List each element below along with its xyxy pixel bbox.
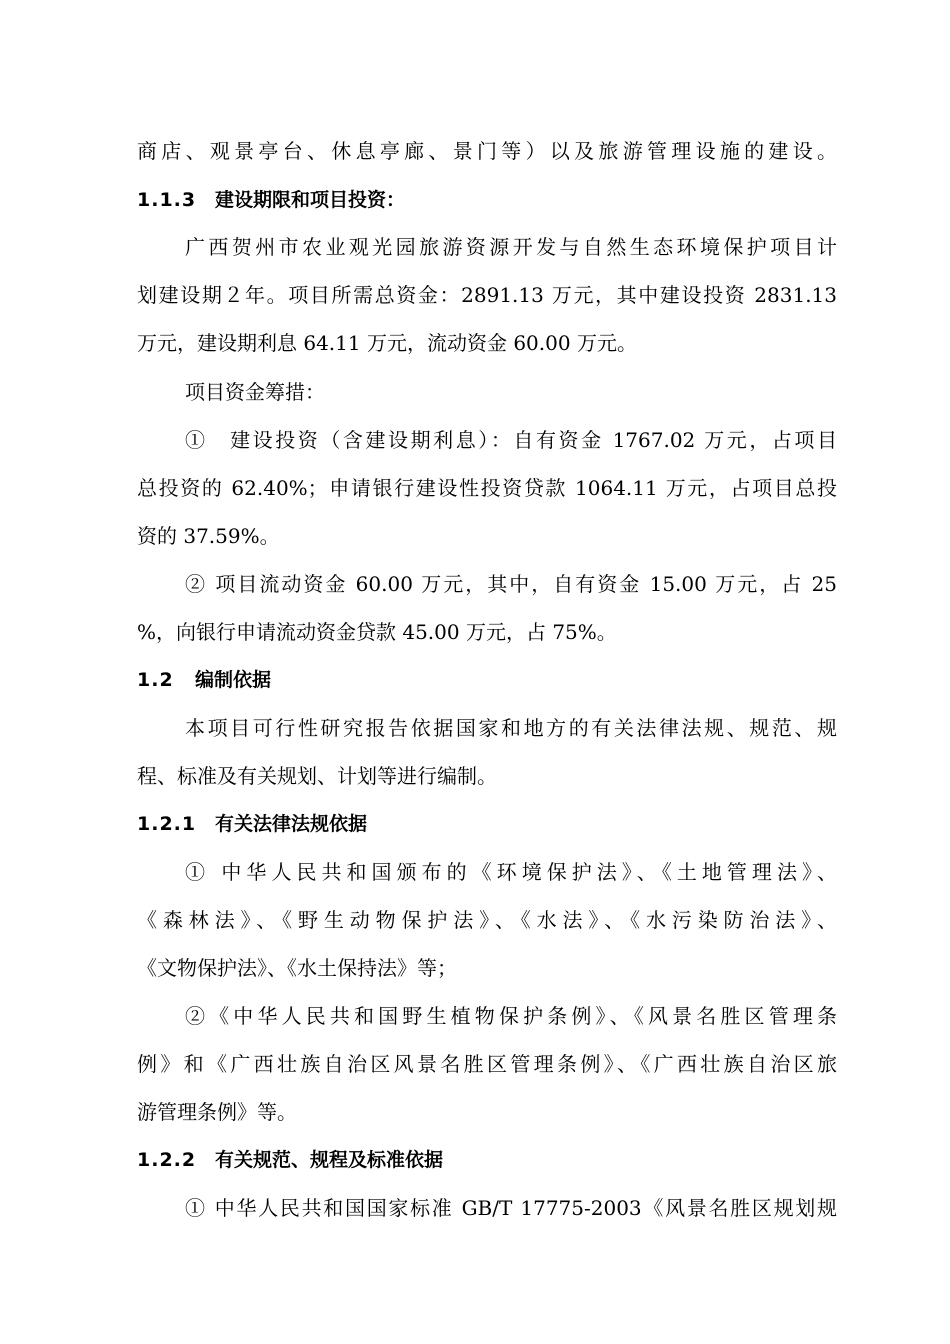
paragraph-line: ① 中华人民共和国国家标准 GB/T 17775-2003《风景名胜区规划规 xyxy=(185,1196,837,1220)
paragraph-line: 《文物保护法》、《水土保持法》等； xyxy=(137,956,457,980)
paragraph-line: 游管理条例》等。 xyxy=(137,1100,297,1124)
paragraph-line: %，向银行申请流动资金贷款 45.00 万元，占 75%。 xyxy=(137,620,617,644)
section-title: 建设期限和项目投资： xyxy=(215,189,406,211)
paragraph-line: ②《中华人民共和国野生植物保护条例》、《风景名胜区管理条 xyxy=(185,1004,837,1028)
section-number: 1.2.2 xyxy=(137,1149,197,1171)
paragraph-line: 《森林法》、《野生动物保护法》、《水法》、《水污染防治法》、 xyxy=(137,908,837,932)
section-heading-1-2-2 xyxy=(137,1146,443,1174)
paragraph-line: 资的 37.59%。 xyxy=(137,524,280,548)
section-title: 有关规范、规程及标准依据 xyxy=(215,1149,444,1171)
section-heading-1-2 xyxy=(137,666,271,694)
paragraph-line: 广西贺州市农业观光园旅游资源开发与自然生态环境保护项目计 xyxy=(185,235,837,259)
paragraph-line: 程、标准及有关规划、计划等进行编制。 xyxy=(137,764,497,788)
paragraph-line: 商店、观景亭台、休息亭廊、景门等）以及旅游管理设施的建设。 xyxy=(137,139,837,163)
paragraph-line: ② 项目流动资金 60.00 万元，其中，自有资金 15.00 万元，占 25 xyxy=(185,572,837,596)
paragraph-line: ① 建设投资（含建设期利息）：自有资金 1767.02 万元，占项目 xyxy=(185,428,837,452)
section-number: 1.2.1 xyxy=(137,813,197,835)
paragraph-line: 万元，建设期利息 64.11 万元，流动资金 60.00 万元。 xyxy=(137,331,637,355)
section-heading-1-2-1 xyxy=(137,810,367,838)
section-number: 1.1.3 xyxy=(137,189,197,211)
paragraph-line: 例》和《广西壮族自治区风景名胜区管理条例》、《广西壮族自治区旅 xyxy=(137,1052,837,1076)
paragraph-line: 项目资金筹措： xyxy=(185,380,325,404)
section-number: 1.2 xyxy=(137,669,174,691)
paragraph-line: 本项目可行性研究报告依据国家和地方的有关法律法规、规范、规 xyxy=(185,716,837,740)
section-title: 有关法律法规依据 xyxy=(215,813,368,835)
paragraph-line: ① 中华人民共和国颁布的《环境保护法》、《土地管理法》、 xyxy=(185,860,837,884)
paragraph-line: 总投资的 62.40%；申请银行建设性投资贷款 1064.11 万元，占项目总投 xyxy=(137,476,837,500)
paragraph-line: 划建设期２年。项目所需总资金：2891.13 万元，其中建设投资 2831.13 xyxy=(137,283,837,307)
section-title: 编制依据 xyxy=(195,669,272,691)
section-heading-1-1-3 xyxy=(137,186,405,214)
